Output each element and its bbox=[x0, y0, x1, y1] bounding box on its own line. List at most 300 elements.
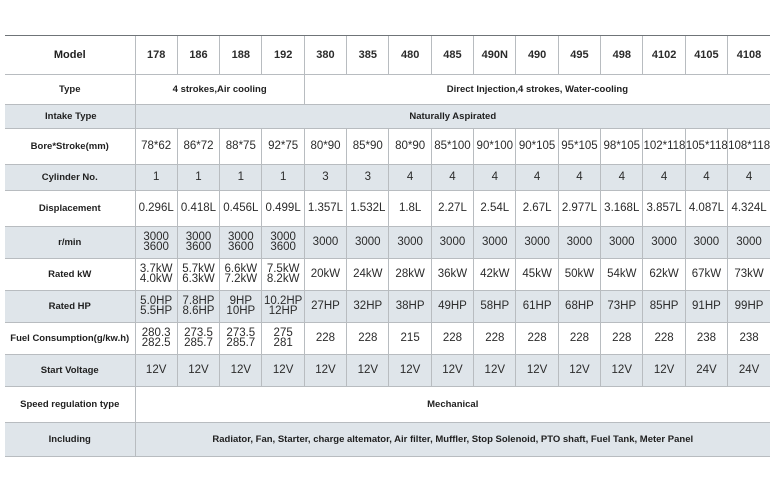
fuel-value: 228 bbox=[569, 332, 590, 344]
hp-cell bbox=[601, 291, 643, 323]
hp-value: 27HP bbox=[311, 300, 340, 312]
bore-cell: 102*118 bbox=[643, 129, 685, 165]
hp-cell bbox=[516, 291, 558, 323]
fuel-cell bbox=[558, 323, 600, 355]
model-cell: 490 bbox=[516, 36, 558, 75]
kw-cell bbox=[601, 259, 643, 291]
fuel-values bbox=[142, 328, 171, 349]
kw-cell bbox=[558, 259, 600, 291]
bore-cell: 95*105 bbox=[558, 129, 600, 165]
fuel-value: 273.5 bbox=[226, 326, 256, 339]
row-cylinder-no bbox=[5, 165, 770, 191]
kw-value: 42kW bbox=[480, 268, 510, 280]
rpm-values bbox=[270, 232, 296, 253]
bore-cell: 98*105 bbox=[601, 129, 643, 165]
voltage-cell: 12V bbox=[177, 355, 219, 387]
rpm-cell bbox=[643, 227, 685, 259]
hp-cell bbox=[262, 291, 304, 323]
fuel-value: 228 bbox=[442, 332, 463, 344]
rpm-value: 3600 bbox=[228, 241, 254, 254]
fuel-cell bbox=[516, 323, 558, 355]
rpm-values bbox=[143, 232, 169, 253]
rpm-value: 3000 bbox=[608, 236, 635, 248]
row-type bbox=[5, 75, 770, 105]
row-rated-kw bbox=[5, 259, 770, 291]
fuel-values bbox=[358, 333, 377, 344]
voltage-cell: 12V bbox=[389, 355, 431, 387]
row-label: r/min bbox=[5, 227, 135, 259]
model-cell: 186 bbox=[177, 36, 219, 75]
fuel-cell bbox=[220, 323, 262, 355]
fuel-value: 273.5 bbox=[184, 326, 213, 339]
cylinder-cell: 1 bbox=[262, 165, 304, 191]
fuel-cell bbox=[474, 323, 516, 355]
displacement-cell: 3.168L bbox=[601, 191, 643, 227]
model-cell: 192 bbox=[262, 36, 304, 75]
kw-cell bbox=[135, 259, 177, 291]
model-cell: 188 bbox=[220, 36, 262, 75]
hp-values bbox=[692, 301, 721, 312]
displacement-cell: 0.456L bbox=[220, 191, 262, 227]
hp-values bbox=[480, 301, 509, 312]
hp-value: 5.0HP bbox=[140, 294, 173, 307]
hp-value: 49HP bbox=[438, 300, 467, 312]
rpm-cell bbox=[516, 227, 558, 259]
kw-values bbox=[522, 269, 551, 280]
rpm-cell bbox=[431, 227, 473, 259]
voltage-cell: 12V bbox=[262, 355, 304, 387]
rpm-values bbox=[440, 237, 466, 248]
hp-value: 58HP bbox=[480, 300, 510, 312]
hp-cell bbox=[558, 291, 600, 323]
fuel-values bbox=[655, 333, 674, 344]
rpm-value: 3600 bbox=[185, 241, 212, 254]
voltage-cell: 12V bbox=[220, 355, 262, 387]
hp-value: 10.2HP bbox=[263, 294, 303, 307]
kw-values bbox=[692, 269, 721, 280]
fuel-cell bbox=[135, 323, 177, 355]
rpm-cell bbox=[389, 227, 431, 259]
rpm-cell bbox=[177, 227, 219, 259]
rpm-value: 3600 bbox=[143, 241, 169, 254]
cylinder-cell: 4 bbox=[558, 165, 600, 191]
fuel-cell bbox=[347, 323, 389, 355]
row-model bbox=[5, 36, 770, 75]
kw-value: 7.2kW bbox=[224, 273, 258, 286]
rpm-values bbox=[736, 237, 762, 248]
kw-value: 73kW bbox=[734, 268, 764, 280]
cylinder-cell: 4 bbox=[728, 165, 770, 191]
kw-values bbox=[734, 269, 763, 280]
kw-cell bbox=[516, 259, 558, 291]
kw-values bbox=[225, 264, 258, 285]
cylinder-cell: 1 bbox=[177, 165, 219, 191]
fuel-values bbox=[570, 333, 589, 344]
fuel-values bbox=[184, 328, 213, 349]
hp-values bbox=[396, 301, 425, 312]
kw-cell bbox=[728, 259, 770, 291]
kw-value: 20kW bbox=[310, 268, 341, 280]
rpm-cell bbox=[685, 227, 727, 259]
rpm-values bbox=[397, 237, 423, 248]
row-label: Bore*Stroke(mm) bbox=[5, 129, 135, 165]
displacement-cell: 1.8L bbox=[389, 191, 431, 227]
fuel-value: 275 bbox=[273, 326, 293, 339]
fuel-value: 282.5 bbox=[141, 337, 171, 350]
voltage-cell: 12V bbox=[558, 355, 600, 387]
voltage-cell: 12V bbox=[601, 355, 643, 387]
kw-values bbox=[140, 264, 173, 285]
bore-cell: 78*62 bbox=[135, 129, 177, 165]
model-cell: 178 bbox=[135, 36, 177, 75]
displacement-cell: 1.357L bbox=[304, 191, 346, 227]
rpm-value: 3000 bbox=[566, 236, 593, 248]
cylinder-cell: 3 bbox=[347, 165, 389, 191]
rpm-cell bbox=[220, 227, 262, 259]
fuel-value: 285.7 bbox=[184, 337, 213, 350]
rpm-values bbox=[186, 232, 212, 253]
cylinder-cell: 4 bbox=[601, 165, 643, 191]
model-cell: 480 bbox=[389, 36, 431, 75]
hp-value: 85HP bbox=[649, 300, 679, 312]
model-cell: 4105 bbox=[685, 36, 727, 75]
row-label: Rated kW bbox=[5, 259, 135, 291]
cylinder-cell: 1 bbox=[220, 165, 262, 191]
fuel-cell bbox=[728, 323, 770, 355]
kw-value: 8.2kW bbox=[266, 273, 300, 286]
hp-cell bbox=[304, 291, 346, 323]
hp-values bbox=[438, 301, 467, 312]
model-cell: 4102 bbox=[643, 36, 685, 75]
fuel-values bbox=[401, 333, 420, 344]
hp-values bbox=[183, 296, 215, 317]
fuel-cell bbox=[262, 323, 304, 355]
cylinder-cell: 4 bbox=[516, 165, 558, 191]
cylinder-cell: 4 bbox=[431, 165, 473, 191]
bore-cell: 80*90 bbox=[304, 129, 346, 165]
hp-value: 91HP bbox=[692, 300, 721, 312]
voltage-cell: 12V bbox=[135, 355, 177, 387]
hp-value: 68HP bbox=[565, 300, 594, 312]
rpm-values bbox=[313, 237, 339, 248]
voltage-cell: 12V bbox=[643, 355, 685, 387]
hp-value: 8.6HP bbox=[182, 305, 215, 318]
fuel-values bbox=[528, 333, 547, 344]
voltage-cell: 12V bbox=[431, 355, 473, 387]
row-label: Including bbox=[5, 423, 135, 457]
fuel-value: 228 bbox=[485, 332, 505, 344]
bore-cell: 108*118 bbox=[728, 129, 770, 165]
row-including bbox=[5, 423, 770, 457]
bore-cell: 105*118 bbox=[685, 129, 727, 165]
hp-value: 7.8HP bbox=[182, 294, 215, 307]
hp-cell bbox=[728, 291, 770, 323]
fuel-value: 228 bbox=[527, 332, 547, 344]
displacement-cell: 1.532L bbox=[347, 191, 389, 227]
rpm-values bbox=[651, 237, 677, 248]
hp-values bbox=[353, 301, 382, 312]
fuel-value: 285.7 bbox=[226, 337, 256, 350]
engine-spec-table bbox=[5, 35, 770, 457]
row-bore-stroke bbox=[5, 129, 770, 165]
kw-value: 62kW bbox=[649, 268, 679, 280]
displacement-cell: 3.857L bbox=[643, 191, 685, 227]
row-start-voltage bbox=[5, 355, 770, 387]
kw-value: 5.7kW bbox=[182, 262, 215, 275]
cylinder-cell: 4 bbox=[685, 165, 727, 191]
rpm-cell bbox=[262, 227, 304, 259]
displacement-cell: 2.67L bbox=[516, 191, 558, 227]
hp-cell bbox=[431, 291, 473, 323]
voltage-cell: 24V bbox=[685, 355, 727, 387]
cylinder-cell: 3 bbox=[304, 165, 346, 191]
hp-value: 38HP bbox=[395, 300, 425, 312]
bore-cell: 90*100 bbox=[474, 129, 516, 165]
rpm-cell bbox=[135, 227, 177, 259]
hp-values bbox=[607, 301, 636, 312]
bore-cell: 85*100 bbox=[431, 129, 473, 165]
row-label: Speed regulation type bbox=[5, 387, 135, 423]
fuel-values bbox=[316, 333, 335, 344]
row-label: Fuel Consumption(g/kw.h) bbox=[5, 323, 135, 355]
fuel-value: 228 bbox=[358, 332, 378, 344]
fuel-values bbox=[226, 328, 255, 349]
bore-cell: 80*90 bbox=[389, 129, 431, 165]
voltage-cell: 12V bbox=[347, 355, 389, 387]
kw-value: 4.0kW bbox=[139, 273, 173, 286]
model-cell: 385 bbox=[347, 36, 389, 75]
kw-value: 6.6kW bbox=[224, 262, 258, 275]
voltage-cell: 24V bbox=[728, 355, 770, 387]
voltage-cell: 12V bbox=[474, 355, 516, 387]
rpm-values bbox=[228, 232, 254, 253]
kw-value: 6.3kW bbox=[182, 273, 215, 286]
cylinder-cell: 4 bbox=[474, 165, 516, 191]
kw-values bbox=[438, 269, 467, 280]
hp-values bbox=[226, 296, 255, 317]
rpm-cell bbox=[728, 227, 770, 259]
kw-values bbox=[395, 269, 424, 280]
row-label: Type bbox=[5, 75, 135, 105]
row-label: Rated HP bbox=[5, 291, 135, 323]
intake-value: Naturally Aspirated bbox=[135, 105, 770, 129]
rpm-values bbox=[524, 237, 550, 248]
fuel-values bbox=[443, 333, 462, 344]
rpm-values bbox=[694, 237, 720, 248]
rpm-values bbox=[609, 237, 635, 248]
kw-value: 54kW bbox=[607, 268, 637, 280]
fuel-value: 238 bbox=[696, 332, 717, 344]
fuel-cell bbox=[389, 323, 431, 355]
fuel-values bbox=[612, 333, 631, 344]
row-rated-hp bbox=[5, 291, 770, 323]
hp-values bbox=[650, 301, 679, 312]
displacement-cell: 0.499L bbox=[262, 191, 304, 227]
kw-values bbox=[353, 269, 382, 280]
rpm-value: 3000 bbox=[397, 236, 423, 248]
fuel-values bbox=[697, 333, 716, 344]
kw-values bbox=[182, 264, 215, 285]
row-displacement bbox=[5, 191, 770, 227]
rpm-values bbox=[567, 237, 593, 248]
kw-values bbox=[607, 269, 636, 280]
kw-values bbox=[649, 269, 678, 280]
hp-values bbox=[735, 301, 764, 312]
model-cell: 498 bbox=[601, 36, 643, 75]
row-speed-regulation bbox=[5, 387, 770, 423]
rpm-value: 3000 bbox=[355, 236, 381, 248]
hp-cell bbox=[220, 291, 262, 323]
hp-cell bbox=[685, 291, 727, 323]
rpm-cell bbox=[474, 227, 516, 259]
model-cell: 4108 bbox=[728, 36, 770, 75]
displacement-cell: 2.54L bbox=[474, 191, 516, 227]
kw-cell bbox=[347, 259, 389, 291]
hp-values bbox=[565, 301, 594, 312]
model-cell: 490N bbox=[474, 36, 516, 75]
rpm-cell bbox=[601, 227, 643, 259]
bore-cell: 85*90 bbox=[347, 129, 389, 165]
rpm-value: 3000 bbox=[693, 236, 720, 248]
including-value: Radiator, Fan, Starter, charge altemator, Air filter, Muffler, Stop Solenoid, PTO shaft, Fuel Tank, Meter Panel bbox=[135, 423, 770, 457]
kw-value: 50kW bbox=[564, 268, 595, 280]
kw-cell bbox=[304, 259, 346, 291]
hp-value: 99HP bbox=[734, 300, 764, 312]
displacement-cell: 2.977L bbox=[558, 191, 600, 227]
displacement-cell: 4.324L bbox=[728, 191, 770, 227]
hp-cell bbox=[347, 291, 389, 323]
kw-value: 36kW bbox=[437, 268, 468, 280]
row-intake bbox=[5, 105, 770, 129]
hp-cell bbox=[389, 291, 431, 323]
hp-values bbox=[140, 296, 172, 317]
hp-value: 10HP bbox=[226, 305, 256, 318]
model-cell: 495 bbox=[558, 36, 600, 75]
rpm-value: 3000 bbox=[481, 236, 508, 248]
rpm-value: 3000 bbox=[143, 230, 169, 243]
kw-value: 7.5kW bbox=[266, 262, 300, 275]
hp-values bbox=[523, 301, 552, 312]
fuel-cell bbox=[177, 323, 219, 355]
kw-cell bbox=[177, 259, 219, 291]
kw-cell bbox=[220, 259, 262, 291]
fuel-cell bbox=[685, 323, 727, 355]
fuel-cell bbox=[643, 323, 685, 355]
kw-value: 24kW bbox=[353, 268, 383, 280]
fuel-value: 228 bbox=[654, 332, 674, 344]
rpm-value: 3000 bbox=[312, 236, 339, 248]
rpm-value: 3000 bbox=[439, 236, 466, 248]
kw-value: 28kW bbox=[395, 268, 425, 280]
kw-cell bbox=[474, 259, 516, 291]
displacement-cell: 0.296L bbox=[135, 191, 177, 227]
rpm-value: 3000 bbox=[736, 236, 762, 248]
cylinder-cell: 4 bbox=[389, 165, 431, 191]
kw-cell bbox=[262, 259, 304, 291]
displacement-cell: 2.27L bbox=[431, 191, 473, 227]
voltage-cell: 12V bbox=[304, 355, 346, 387]
bore-cell: 86*72 bbox=[177, 129, 219, 165]
kw-cell bbox=[431, 259, 473, 291]
bore-cell: 92*75 bbox=[262, 129, 304, 165]
rpm-values bbox=[355, 237, 381, 248]
fuel-values bbox=[274, 328, 293, 349]
bore-cell: 88*75 bbox=[220, 129, 262, 165]
model-cell: 485 bbox=[431, 36, 473, 75]
model-cell: 380 bbox=[304, 36, 346, 75]
speed-regulation-value: Mechanical bbox=[135, 387, 770, 423]
fuel-value: 238 bbox=[739, 332, 759, 344]
bore-cell: 90*105 bbox=[516, 129, 558, 165]
rpm-value: 3000 bbox=[228, 230, 254, 243]
rpm-cell bbox=[304, 227, 346, 259]
kw-cell bbox=[643, 259, 685, 291]
fuel-cell bbox=[304, 323, 346, 355]
row-label: Displacement bbox=[5, 191, 135, 227]
kw-cell bbox=[389, 259, 431, 291]
displacement-cell: 0.418L bbox=[177, 191, 219, 227]
hp-cell bbox=[135, 291, 177, 323]
cylinder-cell: 4 bbox=[643, 165, 685, 191]
fuel-value: 228 bbox=[612, 332, 632, 344]
kw-cell bbox=[685, 259, 727, 291]
row-label: Cylinder No. bbox=[5, 165, 135, 191]
fuel-cell bbox=[431, 323, 473, 355]
rpm-value: 3000 bbox=[185, 230, 212, 243]
hp-value: 5.5HP bbox=[140, 305, 173, 318]
row-rpm bbox=[5, 227, 770, 259]
row-fuel-consumption bbox=[5, 323, 770, 355]
fuel-value: 215 bbox=[400, 332, 420, 344]
kw-values bbox=[267, 264, 300, 285]
hp-values bbox=[311, 301, 340, 312]
row-label: Start Voltage bbox=[5, 355, 135, 387]
hp-values bbox=[264, 296, 302, 317]
kw-value: 67kW bbox=[691, 268, 722, 280]
fuel-value: 281 bbox=[273, 337, 293, 350]
hp-value: 73HP bbox=[607, 300, 637, 312]
type-water-cooling: Direct Injection,4 strokes, Water-cooling bbox=[304, 75, 770, 105]
kw-values bbox=[311, 269, 340, 280]
rpm-value: 3000 bbox=[651, 236, 677, 248]
row-label: Intake Type bbox=[5, 105, 135, 129]
kw-values bbox=[480, 269, 509, 280]
kw-value: 45kW bbox=[522, 268, 552, 280]
kw-value: 3.7kW bbox=[139, 262, 173, 275]
hp-value: 12HP bbox=[268, 305, 298, 318]
row-label: Model bbox=[5, 36, 135, 75]
kw-values bbox=[565, 269, 594, 280]
fuel-values bbox=[739, 333, 758, 344]
type-air-cooling: 4 strokes,Air cooling bbox=[135, 75, 304, 105]
hp-value: 9HP bbox=[229, 294, 252, 307]
hp-cell bbox=[643, 291, 685, 323]
cylinder-cell: 1 bbox=[135, 165, 177, 191]
fuel-cell bbox=[601, 323, 643, 355]
rpm-values bbox=[482, 237, 508, 248]
rpm-value: 3000 bbox=[270, 230, 296, 243]
rpm-value: 3000 bbox=[524, 236, 550, 248]
rpm-cell bbox=[558, 227, 600, 259]
rpm-value: 3600 bbox=[270, 241, 296, 254]
hp-cell bbox=[177, 291, 219, 323]
hp-value: 61HP bbox=[522, 300, 552, 312]
fuel-value: 228 bbox=[315, 332, 336, 344]
hp-value: 32HP bbox=[353, 300, 383, 312]
voltage-cell: 12V bbox=[516, 355, 558, 387]
fuel-values bbox=[485, 333, 504, 344]
fuel-value: 280.3 bbox=[141, 326, 171, 339]
